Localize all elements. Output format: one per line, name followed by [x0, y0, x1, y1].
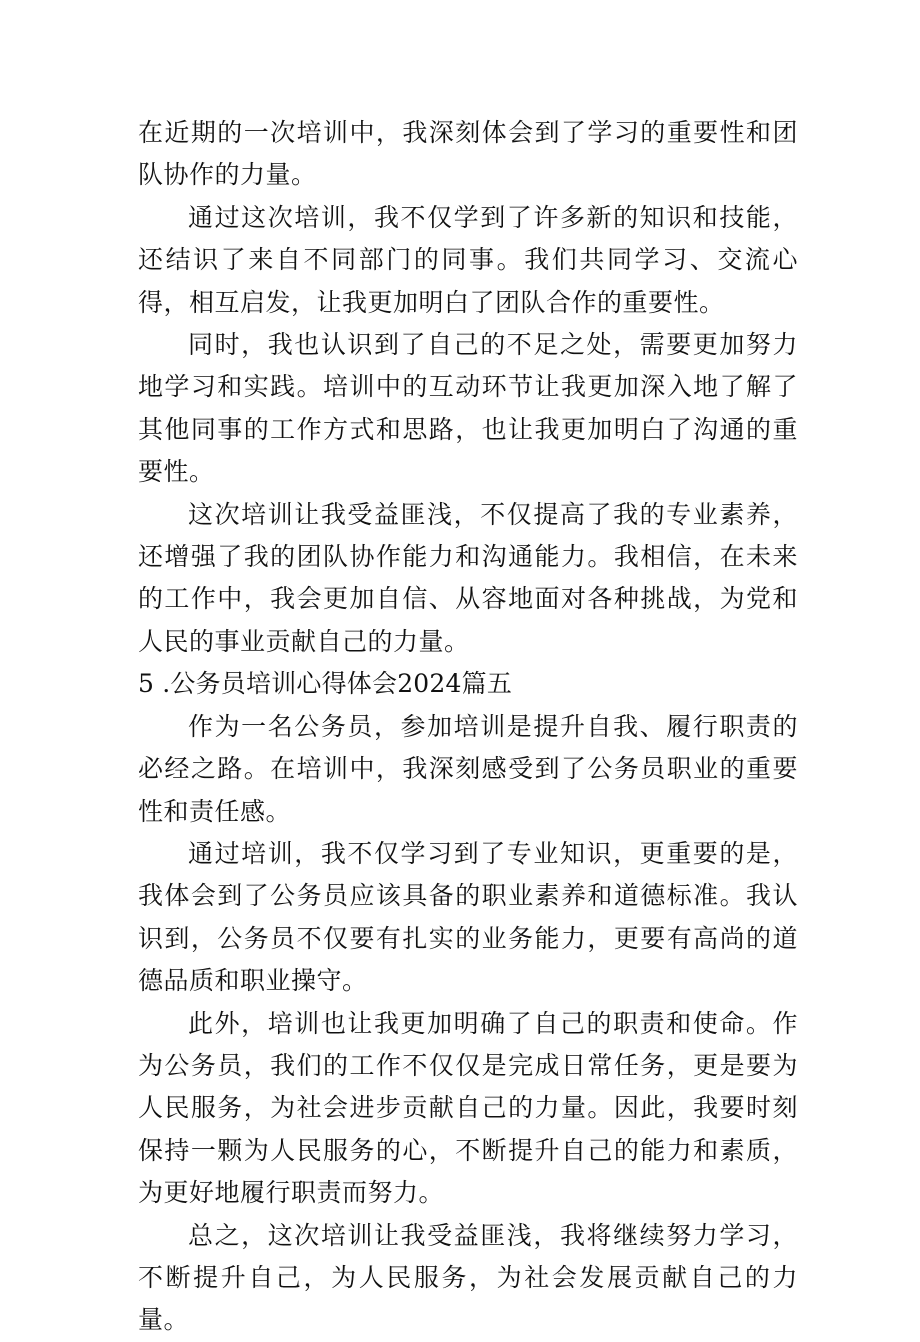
section-heading: 5 .公务员培训心得体会2024篇五 — [138, 669, 513, 699]
paragraph: 通过培训，我不仅学习到了专业知识，更重要的是，我体会到了公务员应该具备的职业素养和道德标准。我认识到，公务员不仅要有扎实的业务能力，更要有高尚的道德品质和职业操守。 — [138, 838, 798, 996]
paragraph: 同时，我也认识到了自己的不足之处，需要更加努力地学习和实践。培训中的互动环节让我更加深入地了解了其他同事的工作方式和思路，也让我更加明白了沟通的重要性。 — [138, 330, 798, 487]
paragraph: 这次培训让我受益匪浅，不仅提高了我的专业素养，还增强了我的团队协作能力和沟通能力。我相信，在未来的工作中，我会更加自信、从容地面对各种挑战，为党和人民的事业贡献自己的力量。 — [138, 499, 798, 656]
document-body — [138, 112, 798, 1342]
paragraph: 作为一名公务员，参加培训是提升自我、履行职责的必经之路。在培训中，我深刻感受到了公务员职业的重要性和责任感。 — [138, 711, 798, 826]
paragraph: 此外，培训也让我更加明确了自己的职责和使命。作为公务员，我们的工作不仅仅是完成日常任务，更是要为人民服务，为社会进步贡献自己的力量。因此，我要时刻保持一颗为人民服务的心，不断提升自己的能力和素质，为更好地履行职责而努力。 — [138, 1008, 798, 1208]
paragraph: 通过这次培训，我不仅学到了许多新的知识和技能，还结识了来自不同部门的同事。我们共同学习、交流心得，相互启发，让我更加明白了团队合作的重要性。 — [138, 202, 798, 317]
paragraph: 总之，这次培训让我受益匪浅，我将继续努力学习，不断提升自己，为人民服务，为社会发展贡献自己的力量。 — [138, 1220, 798, 1335]
paragraph-continued: 在近期的一次培训中，我深刻体会到了学习的重要性和团队协作的力量。 — [138, 118, 798, 190]
